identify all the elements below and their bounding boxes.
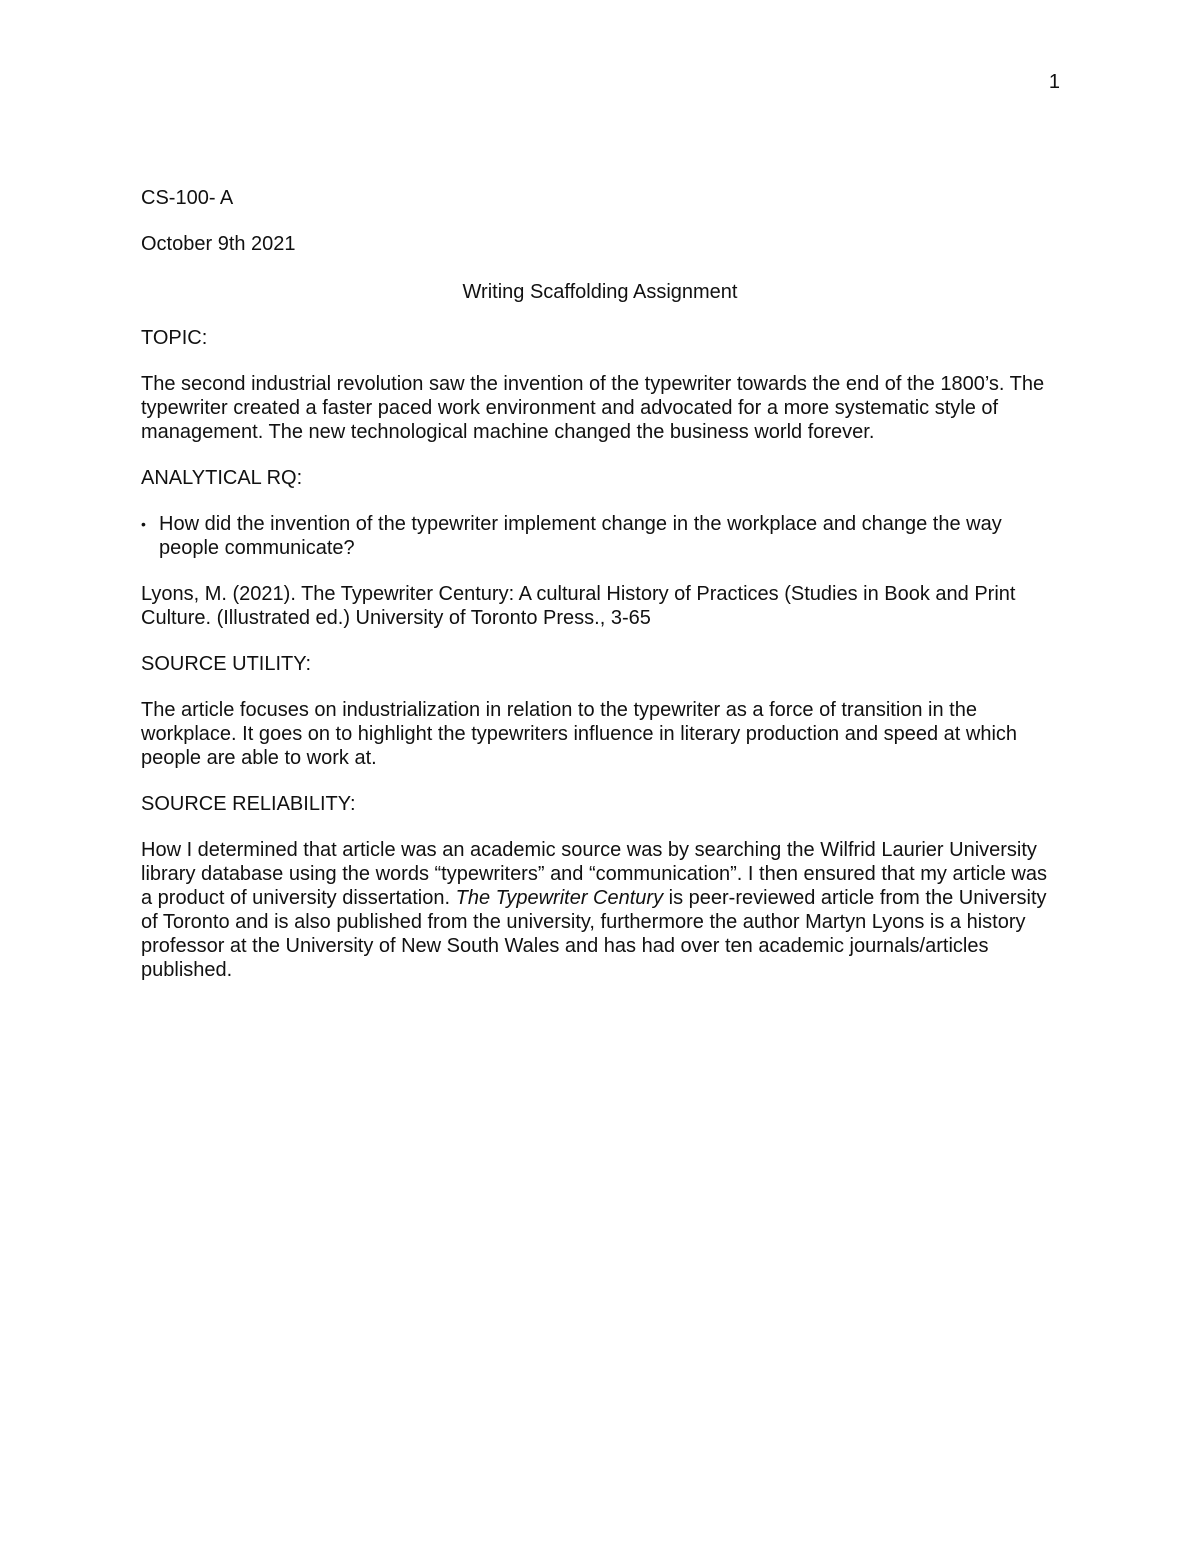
- source-reliability-text: [141, 838, 1061, 982]
- analytical-rq-list: [141, 512, 1061, 560]
- analytical-rq-question: How did the invention of the typewriter implement change in the workplace and change the way people communicate?: [159, 513, 1002, 559]
- source-citation: Lyons, M. (2021). The Typewriter Century: A cultural History of Practices (Studies in Book and Print Culture. (Illustrated ed.) University of Toronto Press., 3-65: [141, 583, 1016, 629]
- document-date: October 9th 2021: [141, 233, 296, 255]
- topic-heading: TOPIC:: [141, 327, 208, 349]
- source-reliability-heading: SOURCE RELIABILITY:: [141, 793, 356, 815]
- list-item: [141, 512, 1061, 560]
- source-utility-text: The article focuses on industrialization in relation to the typewriter as a force of transition in the workplace. It goes on to highlight the typewriters influence in literary production and speed at which people are able to work at.: [141, 699, 1018, 769]
- bullet-icon: •: [141, 516, 146, 532]
- document-title: Writing Scaffolding Assignment: [462, 281, 738, 303]
- analytical-rq-heading: ANALYTICAL RQ:: [141, 467, 303, 489]
- page-number: 1: [1048, 71, 1060, 93]
- topic-text: The second industrial revolution saw the invention of the typewriter towards the end of the 1800’s. The typewriter created a faster paced work environment and advocated for a more systematic style of management. The new technological machine changed the business world forever.: [141, 373, 1045, 443]
- source-utility-heading: SOURCE UTILITY:: [141, 653, 312, 675]
- document-body: [141, 186, 1061, 1004]
- source-reliability-text-part-1: How I determined that article was an academic source was by searching the Wilfrid Laurier University library database using the words “typewriters” and “communication”. I then ensured that my article was a product of university dissertation.: [141, 839, 1047, 909]
- source-reliability-text-part-2: is peer-reviewed article from the University of Toronto and is also published from the university, furthermore the author Martyn Lyons is a history professor at the University of New South Wales and has had over ten academic journals/articles published.: [141, 887, 1047, 981]
- course-code: CS-100- A: [141, 187, 234, 209]
- book-title-italic: The Typewriter Century: [455, 887, 664, 909]
